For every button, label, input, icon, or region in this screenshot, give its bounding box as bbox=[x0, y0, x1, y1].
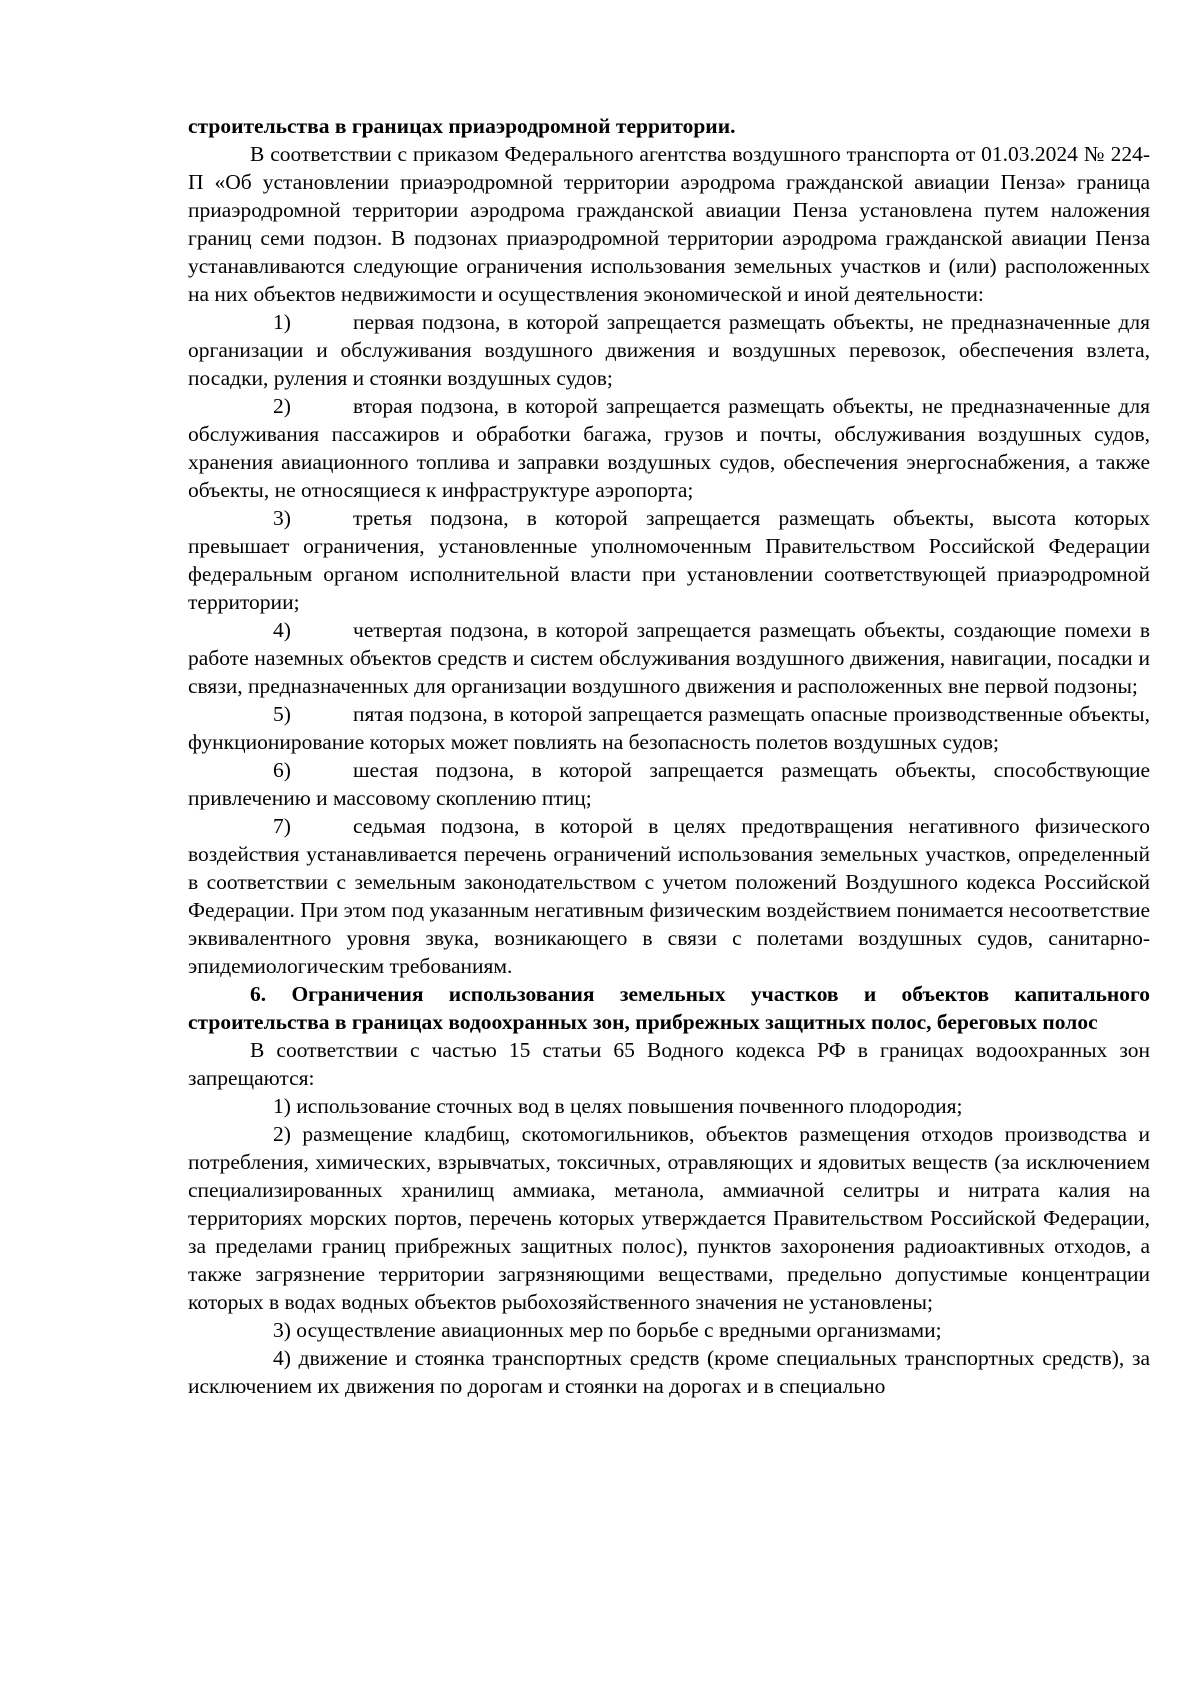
subzone-item bbox=[188, 756, 1150, 812]
subzone-number: 2) bbox=[273, 394, 291, 418]
subzone-text: первая подзона, в которой запрещается размещать объекты, не предназначенные для организации и обслуживания воздушного движения и воздушных перевозок, обеспечения взлета, посадки, руления и стоянки воздушных судов; bbox=[188, 310, 1150, 390]
subzone-text: вторая подзона, в которой запрещается размещать объекты, не предназначенные для обслуживания пассажиров и обработки багажа, грузов и почты, обслуживания воздушных судов, хранения авиационного топлива и заправки воздушных судов, обеспечения энергоснабжения, а также объекты, не относящиеся к инфраструктуре аэропорта; bbox=[188, 394, 1150, 502]
heading-continuation: строительства в границах приаэродромной территории. bbox=[188, 114, 736, 138]
prohibition-item: 1) использование сточных вод в целях повышения почвенного плодородия; bbox=[273, 1094, 963, 1118]
prohibition-item: 3) осуществление авиационных мер по борьбе с вредными организмами; bbox=[273, 1318, 942, 1342]
subzone-number: 5) bbox=[273, 702, 291, 726]
subzone-list bbox=[188, 308, 1150, 980]
subzone-number: 7) bbox=[273, 814, 291, 838]
prohibition-list bbox=[188, 1092, 1150, 1400]
subzone-item bbox=[188, 392, 1150, 504]
intro-paragraph: В соответствии с приказом Федерального агентства воздушного транспорта от 01.03.2024 № 224-П «Об установлении приаэродромной территории аэродрома гражданской авиации Пенза» граница приаэродромной территории аэродрома гражданской авиации Пенза установлена путем наложения границ семи подзон. В подзонах приаэродромной территории аэродрома гражданской авиации Пенза устанавливаются следующие ограничения использования земельных участков и (или) расположенных на них объектов недвижимости и осуществления экономической и иной деятельности: bbox=[188, 142, 1150, 306]
subzone-text: седьмая подзона, в которой в целях предотвращения негативного физического воздействия устанавливается перечень ограничений использования земельных участков, определенный в соответствии с земельным законодательством с учетом положений Воздушного кодекса Российской Федерации. При этом под указанным негативным физическим воздействием понимается несоответствие эквивалентного уровня звука, возникающего в связи с полетами воздушных судов, санитарно-эпидемиологическим требованиям. bbox=[188, 814, 1150, 978]
subzone-item bbox=[188, 700, 1150, 756]
subzone-text: третья подзона, в которой запрещается размещать объекты, высота которых превышает ограничения, установленные уполномоченным Правительством Российской Федерации федеральным органом исполнительной власти при установлении соответствующей приаэродромной территории; bbox=[188, 506, 1150, 614]
subzone-number: 1) bbox=[273, 310, 291, 334]
subzone-text: шестая подзона, в которой запрещается размещать объекты, способствующие привлечению и массовому скоплению птиц; bbox=[188, 758, 1150, 810]
subzone-number: 4) bbox=[273, 618, 291, 642]
subzone-item bbox=[188, 504, 1150, 616]
subzone-text: пятая подзона, в которой запрещается размещать опасные производственные объекты, функционирование которых может повлиять на безопасность полетов воздушных судов; bbox=[188, 702, 1150, 754]
subzone-item bbox=[188, 616, 1150, 700]
subzone-number: 3) bbox=[273, 506, 291, 530]
subzone-item bbox=[188, 308, 1150, 392]
subzone-item bbox=[188, 812, 1150, 980]
subzone-number: 6) bbox=[273, 758, 291, 782]
section-6-intro: В соответствии с частью 15 статьи 65 Водного кодекса РФ в границах водоохранных зон запрещаются: bbox=[188, 1038, 1150, 1090]
prohibition-item: 2) размещение кладбищ, скотомогильников, объектов размещения отходов производства и потребления, химических, взрывчатых, токсичных, отравляющих и ядовитых веществ (за исключением специализированных хранилищ аммиака, метанола, аммиачной селитры и нитрата калия на территориях морских портов, перечень которых утверждается Правительством Российской Федерации, за пределами границ прибрежных защитных полос), пунктов захоронения радиоактивных отходов, а также загрязнение территории загрязняющими веществами, предельно допустимые концентрации которых в водах водных объектов рыбохозяйственного значения не установлены; bbox=[188, 1122, 1150, 1314]
subzone-text: четвертая подзона, в которой запрещается размещать объекты, создающие помехи в работе наземных объектов средств и систем обслуживания воздушного движения, навигации, посадки и связи, предназначенных для организации воздушного движения и расположенных вне первой подзоны; bbox=[188, 618, 1150, 698]
section-6-heading: 6. Ограничения использования земельных участков и объектов капитального строительства в границах водоохранных зон, прибрежных защитных полос, береговых полос bbox=[188, 982, 1150, 1034]
prohibition-item: 4) движение и стоянка транспортных средств (кроме специальных транспортных средств), за исключением их движения по дорогам и стоянки на дорогах и в специально bbox=[188, 1346, 1150, 1398]
